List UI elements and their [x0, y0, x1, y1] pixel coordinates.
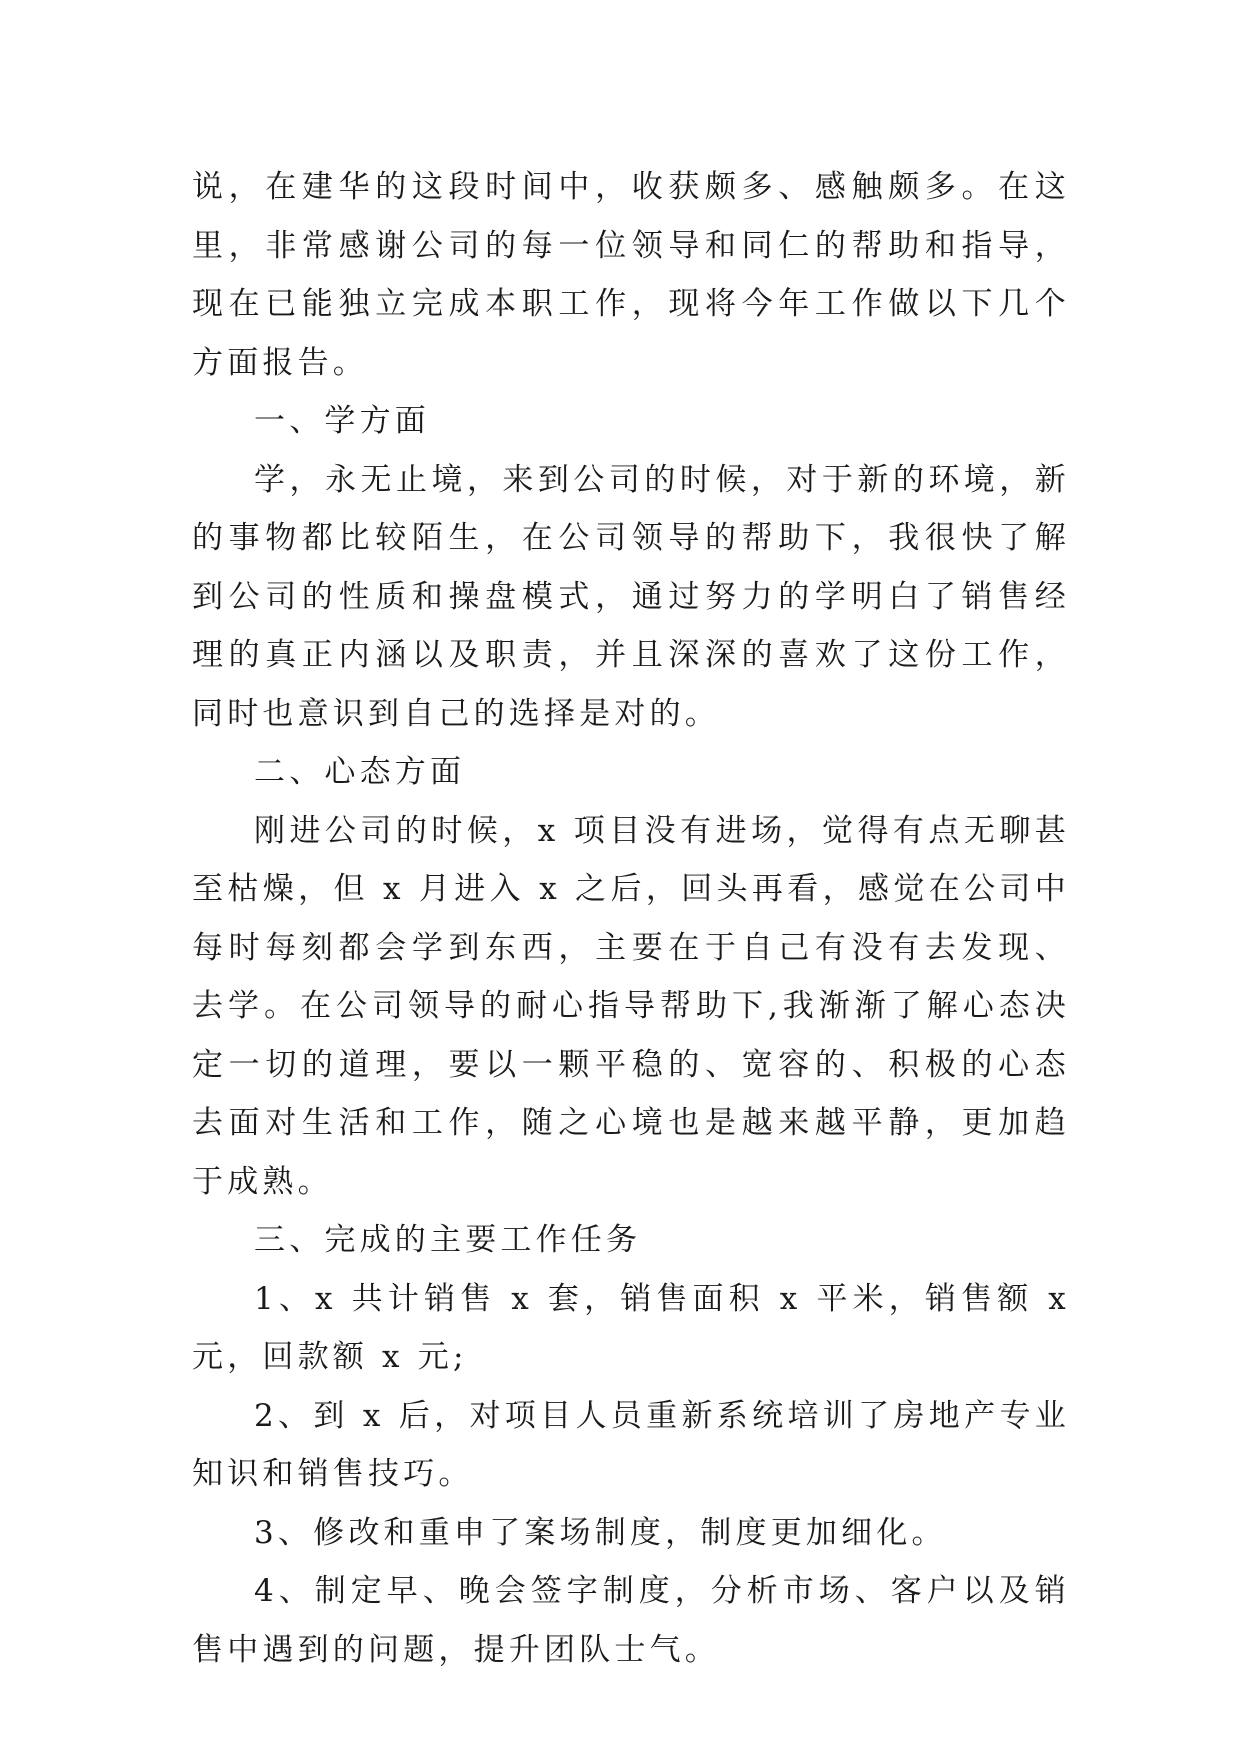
section-heading-mindset: 二、心态方面	[254, 754, 466, 790]
section-heading-tasks: 三、完成的主要工作任务	[254, 1222, 642, 1258]
paragraph-learning: 学，永无止境，来到公司的时候，对于新的环境，新的事物都比较陌生，在公司领导的帮助下，我很快了解到公司的性质和操盘模式，通过努力的学明白了销售经理的真正内涵以及职责，并且深深的喜欢了这份工作，同时也意识到自己的选择是对的。	[192, 461, 1070, 732]
section-heading-learning: 一、学方面	[254, 403, 430, 439]
document-body	[192, 158, 1070, 1679]
list-item-task-4: 4、制定早、晚会签字制度，分析市场、客户以及销售中遇到的问题，提升团队士气。	[192, 1573, 1070, 1668]
list-item-task-1: 1、x 共计销售 x 套，销售面积 x 平米，销售额 x 元，回款额 x 元;	[192, 1280, 1070, 1375]
list-item-task-3: 3、修改和重申了案场制度，制度更加细化。	[254, 1514, 947, 1551]
list-item-task-2: 2、到 x 后，对项目人员重新系统培训了房地产专业知识和销售技巧。	[192, 1397, 1070, 1492]
paragraph-mindset: 刚进公司的时候，x 项目没有进场，觉得有点无聊甚至枯燥，但 x 月进入 x 之后，回头再看，感觉在公司中每时每刻都会学到东西，主要在于自己有没有去发现、去学。在公司领导的耐心指导帮助下,我渐渐了解心态决定一切的道理，要以一颗平稳的、宽容的、积极的心态去面对生活和工作，随之心境也是越来越平静，更加趋于成熟。	[192, 812, 1070, 1200]
paragraph-intro-continuation: 说，在建华的这段时间中，收获颇多、感触颇多。在这里，非常感谢公司的每一位领导和同仁的帮助和指导，现在已能独立完成本职工作，现将今年工作做以下几个方面报告。	[192, 169, 1070, 381]
